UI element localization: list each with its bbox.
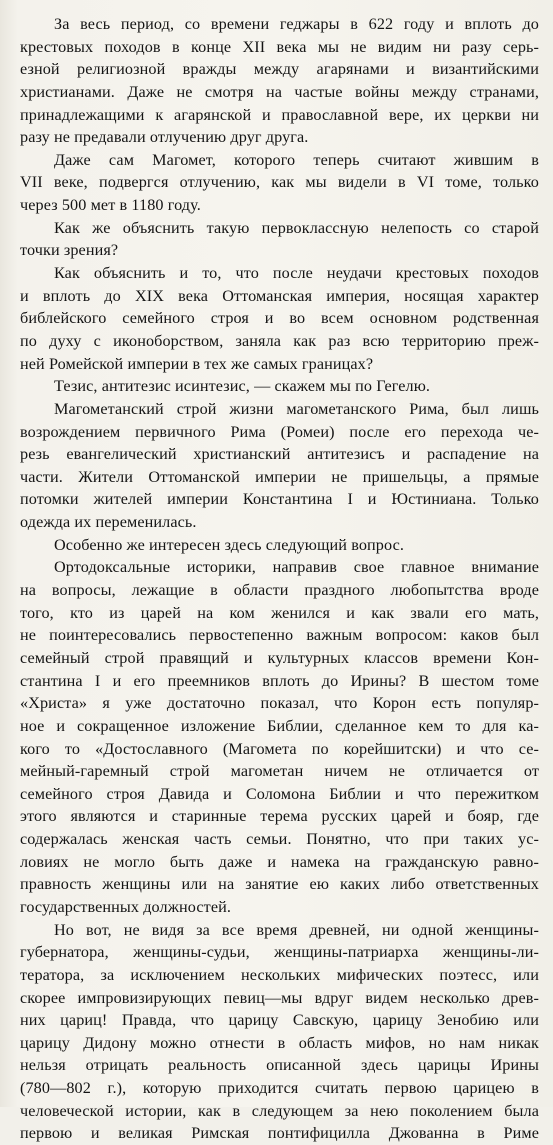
text-line: царицу Дидону можно отнести в область мифов, но нам никак [20, 1033, 539, 1052]
text-line: первою и великая Римская понтифицилла Джованна в Риме [20, 1124, 539, 1143]
text-line: мейный-гаремный строй магометан ничем не отличается от [20, 762, 539, 781]
text-line: человеческой истории, как в следующем за нею поколением была [20, 1101, 539, 1120]
text-line: и вплоть до XIX века Оттоманская империя, носящая характер [20, 286, 539, 305]
text-line: библейского семейного строя и во всем основном родственная [20, 309, 539, 328]
text-line: ней Ромейской империи в тех же самых границах? [20, 354, 374, 373]
text-line: части. Жители Оттоманской империи не пришельцы, а прямые [20, 467, 539, 486]
text-line: возрождением первичного Рима (Ромеи) после его перехода че- [20, 422, 539, 441]
text-line: государственных должностей. [20, 897, 232, 916]
text-line: того, кто из царей на ком женился и как звали его мать, [20, 603, 539, 622]
text-line: этого являются и старинные терема русских царей и бояр, где [20, 807, 539, 826]
text-line: не поинтересовались первостепенно важным вопросом: каков был [20, 626, 539, 645]
text-line: потомки жителей империи Константина I и Юстиниана. Только [20, 490, 539, 509]
text-line: одежда их переменилась. [20, 513, 197, 532]
text-line: правность женщины или на занятие ею каких либо ответственных [20, 875, 539, 894]
text-line: них цариц! Правда, что царицу Савскую, царицу Зенобию или [20, 1011, 539, 1030]
text-line: содержалась женская часть семьи. Понятно, что при таких ус- [20, 830, 539, 849]
text-line: кого то «Достославного (Магомета по корейшитски) и что се- [20, 739, 539, 758]
text-line: Особенно же интересен здесь следующий вопрос. [54, 535, 405, 554]
text-line: на вопросы, лежащие в области праздного любопытства вроде [20, 581, 539, 600]
text-line: Магометанский строй жизни магометанского Рима, был лишь [54, 399, 539, 418]
text-line: Как объяснить и то, что после неудачи крестовых походов [54, 264, 539, 283]
text-line: стантина I и его преемников вплоть до Ирины? В шестом томе [20, 671, 539, 690]
text-line: разу не предавали отлучению друг друга. [20, 128, 309, 147]
text-line: ное и сокращенное изложение Библии, сделанное кем то для ка- [20, 716, 539, 735]
text-line: ловиях не могло быть даже и намека на гражданскую равно- [20, 852, 539, 871]
text-line: точки зрения? [20, 241, 119, 260]
text-line: Ортодоксальные историки, направив свое главное внимание [54, 558, 539, 577]
text-line: скорее импровизирующих певиц—мы вдруг видем несколько древ- [20, 988, 539, 1007]
text-line: через 500 мет в 1180 году. [20, 196, 201, 215]
text-line: семейный строй правящий и культурных классов времени Кон- [20, 648, 539, 667]
text-line: За весь период, со времени геджары в 622 году и вплоть до [54, 15, 539, 33]
text-line: VII веке, подвергся отлучению, как мы видели в VI томе, только [20, 173, 539, 192]
text-line: христианами. Даже не смотря на частые войны между странами, [20, 82, 539, 101]
text-line: крестовых походов в конце XII века мы не видим ни разу серь- [20, 37, 539, 56]
text-line: Как же объяснить такую первоклассную нелепость со старой [54, 218, 539, 237]
text-line: «Христа» я уже достаточно показал, что Корон есть популяр- [20, 694, 539, 713]
text-line: нельзя отрицать реальность описанной здесь царицы Ирины [20, 1056, 539, 1075]
text-line: Даже сам Магомет, которого теперь считают жившим в [54, 150, 539, 169]
text-line: езной религиозной вражды между агарянами и византийскими [20, 60, 539, 79]
text-line: (780—802 г.), которую приходится считать первою царицею в [20, 1079, 539, 1098]
text-line: губернатора, женщины-судьи, женщины-патриарха женщины-ли- [20, 943, 539, 962]
text-line: Но вот, не видя за все время древней, ни одной женщины- [54, 920, 539, 939]
text-line: Тезис, антитезис исинтезис, — скажем мы по Гегелю. [54, 377, 431, 396]
text-line: принадлежащими к агарянской и православной вере, их церкви ни [20, 105, 539, 124]
text-line: резь евангелический христианский антитезисъ и распадение на [20, 445, 539, 464]
text-line: семейного строя Давида и Соломона Библии и что пережитком [20, 784, 539, 803]
text-line: тератора, за исключением нескольких мифических поэтесс, или [20, 965, 539, 984]
text-line: по духу с иконоборством, заняла как раз всю территорию преж- [20, 331, 539, 350]
page-body-text [20, 13, 539, 1145]
